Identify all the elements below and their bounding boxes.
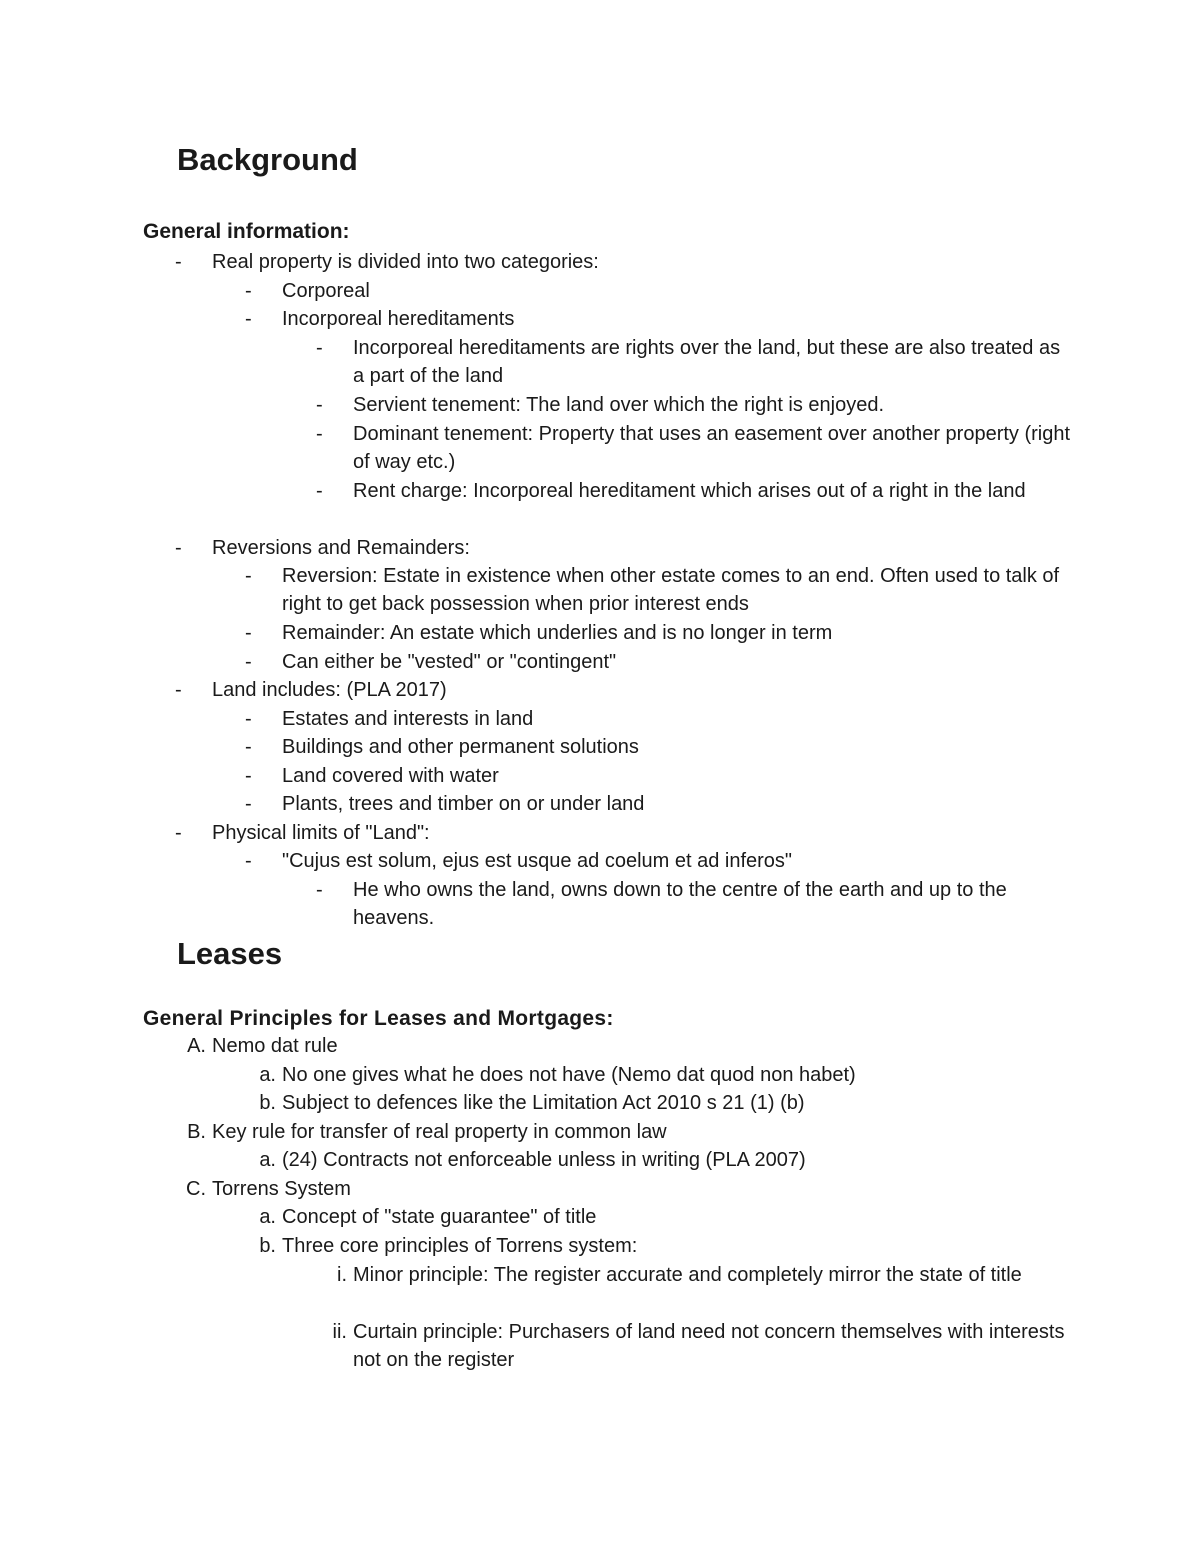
list-item	[175, 248, 1072, 276]
list-marker: a.	[259, 1206, 276, 1228]
list-item	[186, 1175, 1072, 1203]
list-item	[175, 534, 1072, 562]
dash-bullet: -	[245, 565, 252, 587]
dash-bullet: -	[316, 337, 323, 359]
dash-bullet: -	[175, 251, 182, 273]
list-item	[316, 876, 1073, 933]
list-item	[245, 305, 1072, 333]
leases-heading: Leases	[177, 936, 283, 971]
dash-bullet: -	[316, 480, 323, 502]
list-item-text: Can either be "vested" or "contingent"	[282, 651, 617, 673]
list-item-text: Servient tenement: The land over which the right is enjoyed.	[353, 394, 885, 416]
list-item	[245, 619, 1072, 647]
list-item-text: Land covered with water	[282, 765, 499, 787]
list-item-text: Minor principle: The register accurate and completely mirror the state of title	[353, 1264, 1022, 1286]
dash-bullet: -	[316, 394, 323, 416]
list-item	[245, 847, 1072, 875]
list-item-text: Land includes: (PLA 2017)	[212, 679, 447, 701]
list-item-text: Key rule for transfer of real property in common law	[212, 1121, 667, 1143]
list-marker: b.	[259, 1092, 276, 1114]
list-item	[187, 1118, 1072, 1146]
list-item	[245, 733, 1072, 761]
list-item	[332, 1318, 1073, 1375]
dash-bullet: -	[175, 679, 182, 701]
list-item-text: Physical limits of "Land":	[212, 822, 430, 844]
dash-bullet: -	[316, 879, 323, 901]
list-item-text: Buildings and other permanent solutions	[282, 736, 639, 758]
list-item-text: Torrens System	[212, 1178, 351, 1200]
list-item	[245, 562, 1072, 619]
list-item	[187, 1032, 1072, 1060]
list-item-text: Nemo dat rule	[212, 1035, 338, 1057]
list-item	[316, 477, 1073, 505]
list-item-text: Plants, trees and timber on or under land	[282, 793, 645, 815]
dash-bullet: -	[245, 622, 252, 644]
list-item	[259, 1146, 1072, 1174]
list-item-text: Concept of "state guarantee" of title	[282, 1206, 597, 1228]
background-heading: Background	[177, 142, 358, 177]
list-item	[175, 819, 1072, 847]
dash-bullet: -	[316, 423, 323, 445]
list-item-text: Dominant tenement: Property that uses an easement over another property (right of way etc.)	[353, 423, 1071, 474]
list-item	[259, 1232, 1072, 1260]
list-item-text: Corporeal	[282, 280, 370, 302]
list-marker: B.	[187, 1121, 206, 1143]
list-item-text: Curtain principle: Purchasers of land need not concern themselves with interests not on the register	[353, 1321, 1065, 1372]
list-item-text: Reversion: Estate in existence when other estate comes to an end. Often used to talk of right to get back possession when prior interest ends	[282, 565, 1060, 616]
dash-bullet: -	[245, 651, 252, 673]
dash-bullet: -	[245, 708, 252, 730]
list-item-text: Reversions and Remainders:	[212, 537, 470, 559]
list-item-text: "Cujus est solum, ejus est usque ad coelum et ad inferos"	[282, 850, 793, 872]
list-item	[245, 790, 1072, 818]
list-item-text: Remainder: An estate which underlies and is no longer in term	[282, 622, 833, 644]
list-marker: a.	[259, 1149, 276, 1171]
list-item-text: Estates and interests in land	[282, 708, 534, 730]
list-marker: ii.	[332, 1321, 347, 1343]
list-item-text: Incorporeal hereditaments are rights over the land, but these are also treated as a part of the land	[353, 337, 1061, 388]
list-item	[316, 334, 1073, 391]
dash-bullet: -	[245, 850, 252, 872]
list-item	[245, 705, 1072, 733]
list-marker: i.	[337, 1264, 347, 1286]
list-item	[245, 648, 1072, 676]
dash-bullet: -	[245, 793, 252, 815]
list-item	[316, 420, 1073, 477]
list-marker: a.	[259, 1064, 276, 1086]
list-item	[259, 1203, 1072, 1231]
list-marker: A.	[187, 1035, 206, 1057]
list-item-text: Subject to defences like the Limitation Act 2010 s 21 (1) (b)	[282, 1092, 805, 1114]
dash-bullet: -	[175, 537, 182, 559]
dash-bullet: -	[245, 308, 252, 330]
general-principles-heading: General Principles for Leases and Mortgages:	[143, 1007, 614, 1030]
list-item	[245, 762, 1072, 790]
dash-bullet: -	[245, 765, 252, 787]
list-item-text: He who owns the land, owns down to the centre of the earth and up to the heavens.	[353, 879, 1007, 930]
general-information-heading: General information:	[143, 220, 350, 243]
list-item	[259, 1089, 1072, 1117]
list-item-text: (24) Contracts not enforceable unless in writing (PLA 2007)	[282, 1149, 806, 1171]
list-marker: b.	[259, 1235, 276, 1257]
list-item	[245, 277, 1072, 305]
list-item	[259, 1061, 1072, 1089]
list-item-text: Rent charge: Incorporeal hereditament which arises out of a right in the land	[353, 480, 1026, 502]
list-item	[337, 1261, 1073, 1289]
list-item-text: Three core principles of Torrens system:	[282, 1235, 638, 1257]
dash-bullet: -	[245, 280, 252, 302]
list-item	[175, 676, 1072, 704]
list-item-text: No one gives what he does not have (Nemo dat quod non habet)	[282, 1064, 856, 1086]
list-item-text: Incorporeal hereditaments	[282, 308, 515, 330]
list-item	[316, 391, 1073, 419]
dash-bullet: -	[245, 736, 252, 758]
list-item-text: Real property is divided into two categories:	[212, 251, 599, 273]
dash-bullet: -	[175, 822, 182, 844]
list-marker: C.	[186, 1178, 206, 1200]
